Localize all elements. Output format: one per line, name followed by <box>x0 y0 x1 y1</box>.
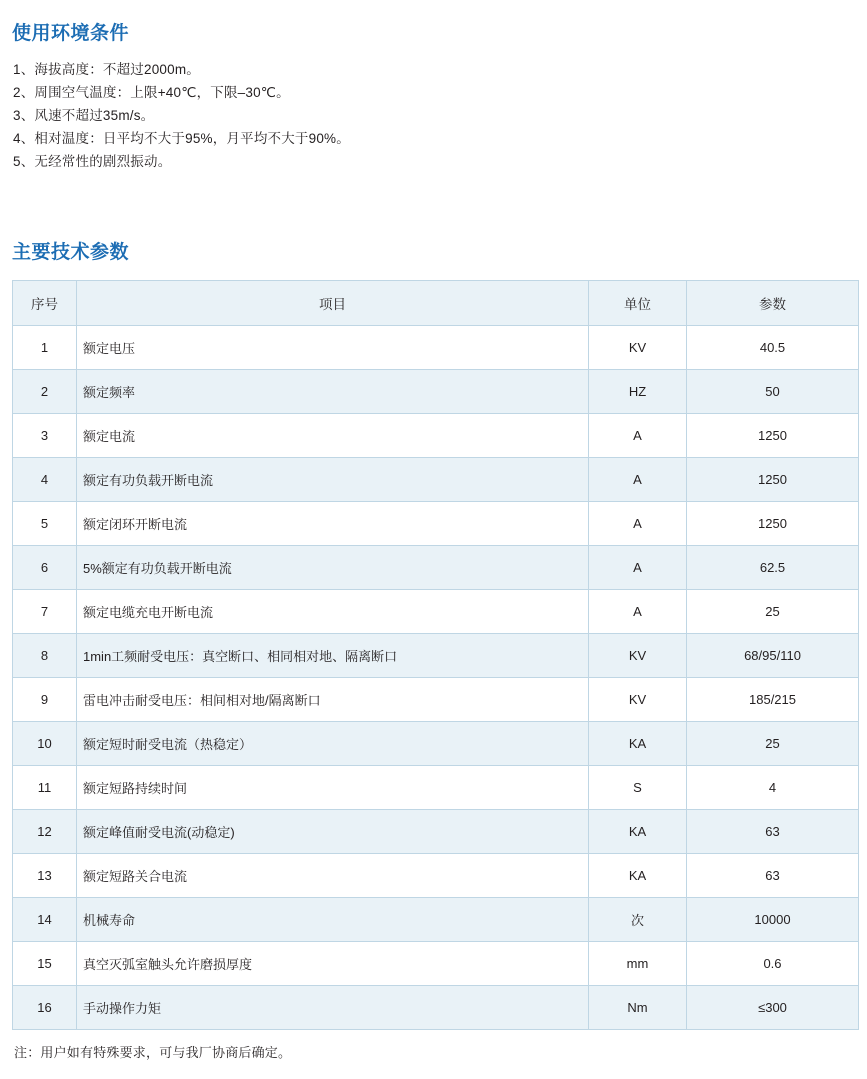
cell-no: 12 <box>13 810 77 854</box>
cell-unit: mm <box>589 942 687 986</box>
cell-no: 13 <box>13 854 77 898</box>
column-header-unit: 单位 <box>589 281 687 326</box>
cell-item: 真空灭弧室触头允许磨损厚度 <box>77 942 589 986</box>
table-row <box>13 546 859 590</box>
cell-item: 额定电压 <box>77 326 589 370</box>
cell-unit: 次 <box>589 898 687 942</box>
environment-section-title: 使用环境条件 <box>12 23 130 44</box>
cell-no: 7 <box>13 590 77 634</box>
table-row <box>13 326 859 370</box>
table-header-row <box>13 281 859 326</box>
cell-value: 50 <box>687 370 859 414</box>
cell-unit: KA <box>589 854 687 898</box>
cell-value: 25 <box>687 722 859 766</box>
cell-value: 1250 <box>687 458 859 502</box>
table-row <box>13 370 859 414</box>
table-row <box>13 898 859 942</box>
cell-unit: HZ <box>589 370 687 414</box>
cell-unit: A <box>589 502 687 546</box>
table-row <box>13 678 859 722</box>
column-header-item: 项目 <box>77 281 589 326</box>
cell-item: 额定短路持续时间 <box>77 766 589 810</box>
cell-no: 14 <box>13 898 77 942</box>
cell-item: 额定短路关合电流 <box>77 854 589 898</box>
cell-item: 额定电缆充电开断电流 <box>77 590 589 634</box>
cell-unit: KA <box>589 722 687 766</box>
cell-value: 1250 <box>687 414 859 458</box>
table-row <box>13 766 859 810</box>
cell-unit: KV <box>589 326 687 370</box>
section-spacer <box>10 173 857 237</box>
cell-item: 额定峰值耐受电流(动稳定) <box>77 810 589 854</box>
cell-value: 63 <box>687 854 859 898</box>
cell-unit: A <box>589 590 687 634</box>
cell-no: 9 <box>13 678 77 722</box>
cell-value: 4 <box>687 766 859 810</box>
cell-value: 40.5 <box>687 326 859 370</box>
cell-item: 额定频率 <box>77 370 589 414</box>
list-item: 5、无经常性的剧烈振动。 <box>13 154 172 169</box>
cell-no: 15 <box>13 942 77 986</box>
environment-condition-list <box>10 45 857 173</box>
cell-no: 4 <box>13 458 77 502</box>
table-row <box>13 414 859 458</box>
table-row <box>13 502 859 546</box>
cell-value: 10000 <box>687 898 859 942</box>
table-row <box>13 722 859 766</box>
cell-item: 机械寿命 <box>77 898 589 942</box>
cell-unit: KA <box>589 810 687 854</box>
table-row <box>13 986 859 1030</box>
specification-table <box>12 280 859 1030</box>
cell-item: 额定电流 <box>77 414 589 458</box>
cell-no: 10 <box>13 722 77 766</box>
cell-no: 2 <box>13 370 77 414</box>
cell-value: 0.6 <box>687 942 859 986</box>
list-item: 3、风速不超过35m/s。 <box>13 108 155 123</box>
cell-value: 185/215 <box>687 678 859 722</box>
list-item: 4、相对温度：日平均不大于95%，月平均不大于90%。 <box>13 131 350 146</box>
cell-no: 8 <box>13 634 77 678</box>
cell-no: 3 <box>13 414 77 458</box>
cell-no: 6 <box>13 546 77 590</box>
column-header-no: 序号 <box>13 281 77 326</box>
cell-item: 额定有功负载开断电流 <box>77 458 589 502</box>
cell-value: 62.5 <box>687 546 859 590</box>
table-row <box>13 942 859 986</box>
cell-no: 5 <box>13 502 77 546</box>
specification-section-title: 主要技术参数 <box>12 242 130 263</box>
cell-no: 1 <box>13 326 77 370</box>
cell-item: 雷电冲击耐受电压：相间相对地/隔离断口 <box>77 678 589 722</box>
cell-value: 25 <box>687 590 859 634</box>
cell-item: 额定短时耐受电流（热稳定） <box>77 722 589 766</box>
cell-unit: A <box>589 546 687 590</box>
cell-value: ≤300 <box>687 986 859 1030</box>
cell-item: 手动操作力矩 <box>77 986 589 1030</box>
table-row <box>13 634 859 678</box>
cell-unit: KV <box>589 678 687 722</box>
cell-item: 5%额定有功负载开断电流 <box>77 546 589 590</box>
cell-value: 68/95/110 <box>687 634 859 678</box>
table-row <box>13 854 859 898</box>
cell-item: 额定闭环开断电流 <box>77 502 589 546</box>
cell-unit: KV <box>589 634 687 678</box>
table-footnote: 注：用户如有特殊要求，可与我厂协商后确定。 <box>14 1045 292 1060</box>
title-table-spacer <box>10 264 857 280</box>
cell-value: 63 <box>687 810 859 854</box>
cell-no: 16 <box>13 986 77 1030</box>
column-header-value: 参数 <box>687 281 859 326</box>
table-row <box>13 590 859 634</box>
list-item: 1、海拔高度：不超过2000m。 <box>13 62 200 77</box>
cell-unit: Nm <box>589 986 687 1030</box>
cell-no: 11 <box>13 766 77 810</box>
cell-item: 1min工频耐受电压：真空断口、相同相对地、隔离断口 <box>77 634 589 678</box>
cell-value: 1250 <box>687 502 859 546</box>
cell-unit: S <box>589 766 687 810</box>
cell-unit: A <box>589 458 687 502</box>
list-item: 2、周围空气温度：上限+40℃，下限–30℃。 <box>13 85 290 100</box>
cell-unit: A <box>589 414 687 458</box>
table-row <box>13 810 859 854</box>
table-row <box>13 458 859 502</box>
